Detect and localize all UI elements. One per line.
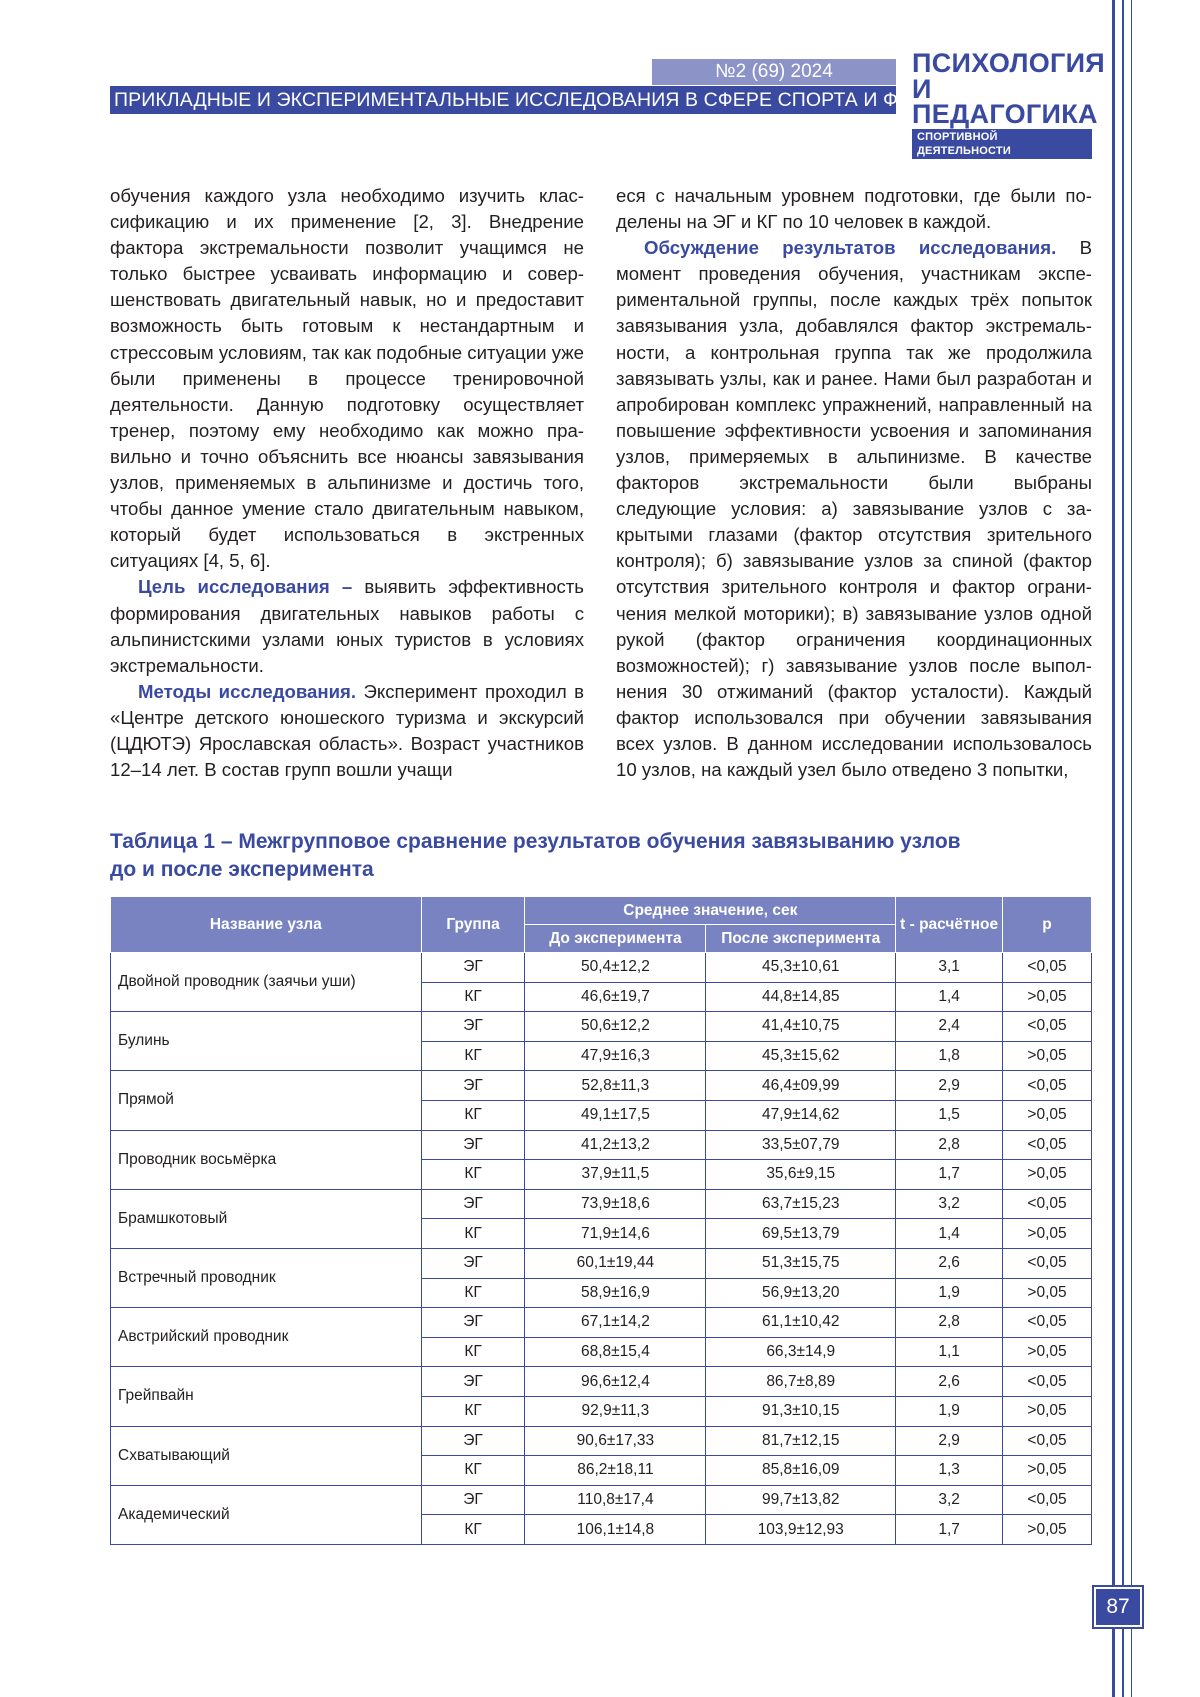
table-cell: 3,2: [896, 1485, 1003, 1515]
table-cell: >0,05: [1003, 1515, 1092, 1545]
paragraph: [616, 235, 1092, 783]
paragraph: [110, 679, 584, 783]
table-cell: 103,9±12,93: [706, 1515, 896, 1545]
table-row: [111, 1485, 1092, 1515]
table-cell: 2,6: [896, 1367, 1003, 1397]
table-cell: КГ: [421, 1396, 525, 1426]
table-cell: >0,05: [1003, 1160, 1092, 1190]
table-cell: 2,9: [896, 1071, 1003, 1101]
table-cell: ЭГ: [421, 1248, 525, 1278]
paragraph-text: Эксперимент проходил в «Центре детского юношеского туризма и экскурсий (ЦДЮТЭ) Ярославская область». Возраст участников 12–14 лет. В состав групп вошли учащи: [110, 680, 584, 781]
table-cell: 96,6±12,4: [525, 1367, 706, 1397]
table-cell: Встречный проводник: [111, 1248, 422, 1307]
table-cell: >0,05: [1003, 1100, 1092, 1130]
table-cell: Булинь: [111, 1012, 422, 1071]
left-column: [110, 183, 584, 783]
table-cell: 50,4±12,2: [525, 953, 706, 983]
table-cell: 106,1±14,8: [525, 1515, 706, 1545]
table-cell: 1,4: [896, 982, 1003, 1012]
table-cell: >0,05: [1003, 1278, 1092, 1308]
paragraph: обучения каждого узла необходимо изучить классификацию и их применение [2, 3]. Внедрение фактора экстремальности позволит учащимся не только быстрее усваивать информацию и совершенствовать двигательный навык, но и предоставит возможность быть готовым к нестандартным и стрессовым условиям, так как подобные ситуации уже были применены в процессе тренировочной деятельности. Данную подготовку осуществляет тренер, поэтому ему необходимо как можно правильно и точно объяснить все нюансы завязывания узлов, применяемых в альпинизме и достичь того, чтобы данное умение стало двигательным навыком, который будет использоваться в экстренных ситуациях [4, 5, 6].: [110, 185, 584, 572]
logo-line: СПОРТИВНОЙ ДЕЯТЕЛЬНОСТИ: [912, 129, 1092, 159]
table-caption-line: Таблица 1 – Межгрупповое сравнение результатов обучения завязыванию узлов: [110, 830, 961, 853]
table-row: [111, 1012, 1092, 1042]
table-cell: >0,05: [1003, 1456, 1092, 1486]
table-cell: 67,1±14,2: [525, 1308, 706, 1338]
table-cell: 1,5: [896, 1100, 1003, 1130]
table-cell: 44,8±14,85: [706, 982, 896, 1012]
header-p: p: [1003, 897, 1092, 953]
paragraph-heading: Обсуждение результатов исследования.: [644, 237, 1057, 259]
table-cell: <0,05: [1003, 1130, 1092, 1160]
table-cell: Схватывающий: [111, 1426, 422, 1485]
table-cell: <0,05: [1003, 1071, 1092, 1101]
table-cell: 86,2±18,11: [525, 1456, 706, 1486]
right-column: [616, 183, 1092, 783]
table-cell: 58,9±16,9: [525, 1278, 706, 1308]
table-cell: 2,9: [896, 1426, 1003, 1456]
table-cell: 1,7: [896, 1515, 1003, 1545]
decor-line: [1122, 0, 1124, 1697]
table-cell: 1,1: [896, 1337, 1003, 1367]
table-cell: 37,9±11,5: [525, 1160, 706, 1190]
table-cell: 33,5±07,79: [706, 1130, 896, 1160]
table-cell: 60,1±19,44: [525, 1248, 706, 1278]
table-cell: <0,05: [1003, 1426, 1092, 1456]
issue-number: №2 (69) 2024: [652, 59, 896, 85]
table-cell: 46,6±19,7: [525, 982, 706, 1012]
table-cell: <0,05: [1003, 1248, 1092, 1278]
table-cell: 51,3±15,75: [706, 1248, 896, 1278]
table-cell: 73,9±18,6: [525, 1189, 706, 1219]
table-cell: >0,05: [1003, 1337, 1092, 1367]
table-cell: 50,6±12,2: [525, 1012, 706, 1042]
table-cell: Прямой: [111, 1071, 422, 1130]
table-caption-line: до и после эксперимента: [110, 858, 374, 881]
table-cell: >0,05: [1003, 1041, 1092, 1071]
table-cell: КГ: [421, 1456, 525, 1486]
table-cell: ЭГ: [421, 1367, 525, 1397]
table-cell: Грейпвайн: [111, 1367, 422, 1426]
table-cell: Австрийский проводник: [111, 1308, 422, 1367]
table-cell: ЭГ: [421, 1071, 525, 1101]
table-cell: ЭГ: [421, 1426, 525, 1456]
table-cell: КГ: [421, 1515, 525, 1545]
table-cell: 1,9: [896, 1278, 1003, 1308]
table-cell: Академический: [111, 1485, 422, 1544]
header-name: Название узла: [111, 897, 422, 953]
table-cell: 45,3±10,61: [706, 953, 896, 983]
table-cell: 81,7±12,15: [706, 1426, 896, 1456]
table-row: [111, 1308, 1092, 1338]
table-cell: <0,05: [1003, 1012, 1092, 1042]
table-cell: КГ: [421, 982, 525, 1012]
decor-line: [1112, 0, 1115, 1697]
table-cell: <0,05: [1003, 1189, 1092, 1219]
paragraph: [110, 574, 584, 678]
table-cell: 46,4±09,99: [706, 1071, 896, 1101]
paragraph-text: В момент проведения обучения, участникам экспериментальной группы, после каждых трёх попыток завязывания узла, добавлялся фактор экстремальности, а контрольная группа так же продолжила завязывать узлы, как и ранее. Нами был разработан и апробирован комплекс упражнений, направленный на повышение эффективности усвоения и запоминания узлов, примеряемых в альпинизме. В качестве факторов экстремальности были выбраны следующие условия: а) завязывание узлов с закрытыми глазами (фактор отсутствия зрительного контроля); б) завязывание узлов за спиной (фактор отсутствия зрительного контроля и фактор ограничения мелкой моторики); в) завязывание узлов одной рукой (фактор ограничения координационных возможностей); г) завязывание узлов после выполнения 30 отжиманий (фактор усталости). Каждый фактор использовался при обучении завязывания всех узлов. В данном исследовании использовалось 10 узлов, на каждый узел было отведено 3 попытки,: [616, 237, 1092, 781]
table-cell: <0,05: [1003, 1367, 1092, 1397]
table-body: [111, 953, 1092, 1545]
table-cell: 2,8: [896, 1308, 1003, 1338]
table-cell: 1,4: [896, 1219, 1003, 1249]
table-cell: 45,3±15,62: [706, 1041, 896, 1071]
table-cell: 1,7: [896, 1160, 1003, 1190]
table-cell: КГ: [421, 1219, 525, 1249]
table-cell: 49,1±17,5: [525, 1100, 706, 1130]
paragraph-heading: Цель исследования –: [138, 576, 353, 598]
table-cell: 69,5±13,79: [706, 1219, 896, 1249]
table-cell: 2,6: [896, 1248, 1003, 1278]
table-cell: 52,8±11,3: [525, 1071, 706, 1101]
paragraph-heading: Методы исследования.: [138, 680, 357, 702]
table-cell: 1,3: [896, 1456, 1003, 1486]
table-cell: 66,3±14,9: [706, 1337, 896, 1367]
table-cell: КГ: [421, 1337, 525, 1367]
table-cell: 61,1±10,42: [706, 1308, 896, 1338]
table-cell: >0,05: [1003, 1219, 1092, 1249]
journal-logo: [912, 48, 1106, 159]
table-cell: КГ: [421, 1100, 525, 1130]
table-row: [111, 1071, 1092, 1101]
table-cell: КГ: [421, 1278, 525, 1308]
paragraph: еся с начальным уровнем подготовки, где были поделены на ЭГ и КГ по 10 человек в каждой.: [616, 185, 1092, 233]
table-cell: 3,1: [896, 953, 1003, 983]
table-cell: <0,05: [1003, 953, 1092, 983]
table-row: [111, 1426, 1092, 1456]
header-after: После эксперимента: [706, 925, 896, 953]
table-cell: ЭГ: [421, 1485, 525, 1515]
table-cell: 47,9±14,62: [706, 1100, 896, 1130]
table-cell: >0,05: [1003, 1396, 1092, 1426]
page-number: 87: [1094, 1587, 1142, 1627]
table-cell: <0,05: [1003, 1308, 1092, 1338]
table-caption: [110, 828, 1090, 884]
table-cell: 92,9±11,3: [525, 1396, 706, 1426]
results-table: [110, 896, 1092, 1545]
table-cell: 56,9±13,20: [706, 1278, 896, 1308]
table-cell: Проводник восьмёрка: [111, 1130, 422, 1189]
table-cell: КГ: [421, 1041, 525, 1071]
table-cell: 85,8±16,09: [706, 1456, 896, 1486]
table-cell: >0,05: [1003, 982, 1092, 1012]
decor-line: [1131, 0, 1132, 1697]
table-cell: 86,7±8,89: [706, 1367, 896, 1397]
table-cell: Двойной проводник (заячьи уши): [111, 953, 422, 1012]
table-cell: ЭГ: [421, 1189, 525, 1219]
table-cell: <0,05: [1003, 1485, 1092, 1515]
table-cell: 2,4: [896, 1012, 1003, 1042]
table-row: [111, 1367, 1092, 1397]
table-cell: 90,6±17,33: [525, 1426, 706, 1456]
table-cell: 110,8±17,4: [525, 1485, 706, 1515]
table-row: [111, 953, 1092, 983]
table-cell: 68,8±15,4: [525, 1337, 706, 1367]
table-row: [111, 1130, 1092, 1160]
table-cell: Брамшкотовый: [111, 1189, 422, 1248]
table-cell: ЭГ: [421, 1308, 525, 1338]
table-cell: КГ: [421, 1160, 525, 1190]
table-cell: 63,7±15,23: [706, 1189, 896, 1219]
header-before: До эксперимента: [525, 925, 706, 953]
table-row: [111, 1189, 1092, 1219]
table-cell: 1,8: [896, 1041, 1003, 1071]
header-t: t - расчётное: [896, 897, 1003, 953]
logo-line: ПСИХОЛОГИЯ: [912, 48, 1106, 78]
logo-line: И ПЕДАГОГИКА: [912, 74, 1098, 129]
table-cell: ЭГ: [421, 953, 525, 983]
table-cell: 91,3±10,15: [706, 1396, 896, 1426]
header-mean: Среднее значение, сек: [525, 897, 896, 925]
table-cell: 41,4±10,75: [706, 1012, 896, 1042]
table-cell: 47,9±16,3: [525, 1041, 706, 1071]
table-row: [111, 1248, 1092, 1278]
table-cell: 2,8: [896, 1130, 1003, 1160]
table-cell: 71,9±14,6: [525, 1219, 706, 1249]
table-cell: 99,7±13,82: [706, 1485, 896, 1515]
table-cell: 35,6±9,15: [706, 1160, 896, 1190]
table-cell: 41,2±13,2: [525, 1130, 706, 1160]
table-cell: 3,2: [896, 1189, 1003, 1219]
table-cell: ЭГ: [421, 1130, 525, 1160]
section-title: ПРИКЛАДНЫЕ И ЭКСПЕРИМЕНТАЛЬНЫЕ ИССЛЕДОВАНИЯ В СФЕРЕ СПОРТА И ФК: [110, 86, 896, 114]
header-group: Группа: [421, 897, 525, 953]
table-cell: 1,9: [896, 1396, 1003, 1426]
paragraph-text: выявить эффективность формирования двигательных навыков работы с альпинистскими узлами юных туристов в условиях экстремальности.: [110, 576, 584, 676]
table-cell: ЭГ: [421, 1012, 525, 1042]
